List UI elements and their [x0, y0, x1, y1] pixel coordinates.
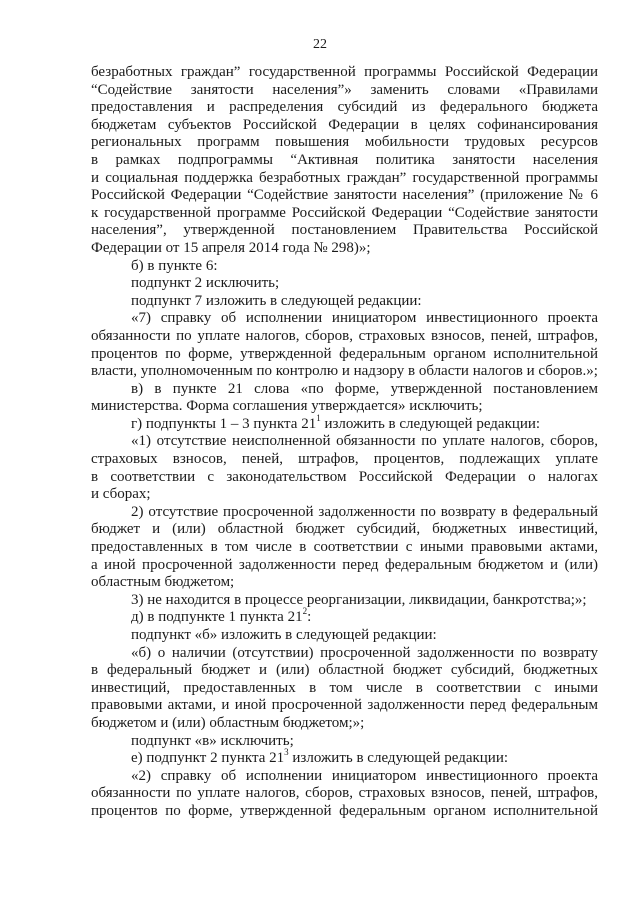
text-line: правовыми актами, и иной просроченной задолженности перед федеральным: [91, 697, 598, 714]
text-line: министерства. Форма соглашения утверждается» исключить;: [91, 398, 483, 415]
text-line: в соответствии с законодательством Российской Федерации о налогах: [91, 468, 598, 485]
text-run: е) подпункт 2 пункта 21: [131, 750, 285, 767]
paragraph-p8: [91, 433, 598, 503]
paragraph-p7: [91, 412, 598, 434]
text-line: и сборах;: [91, 486, 151, 503]
text-line: бюджетам субъектов Российской Федерации в целях софинансирования: [91, 116, 598, 133]
paragraph-p14: [91, 733, 598, 751]
superscript: 1: [316, 412, 321, 423]
text-line: «7) справку об исполнении инициатором инвестиционного проекта: [131, 310, 598, 327]
text-line: подпункт 2 исключить;: [131, 275, 280, 292]
text-line: региональных программ повышения мобильности трудовых ресурсов: [91, 134, 598, 151]
paragraph-p13: [91, 645, 598, 733]
text-line: “Содействие занятости населения”» заменить словами «Правилами: [91, 81, 598, 98]
text-line: обязанности по уплате налогов, сборов, страховых взносов, пеней, штрафов,: [91, 327, 598, 344]
text-line: в) в пункте 21 слова «по форме, утвержденной постановлением: [131, 380, 598, 397]
text-line: «2) справку об исполнении инициатором инвестиционного проекта: [131, 767, 598, 784]
text-line: инвестиций, предоставленных в том числе в соответствии с иными: [91, 679, 598, 696]
text-line: подпункт 7 изложить в следующей редакции:: [131, 292, 422, 309]
text-run: г) подпункты 1 – 3 пункта 21: [131, 415, 317, 432]
paragraph-p9: [91, 504, 598, 592]
superscript: 2: [302, 606, 308, 617]
text-line: «1) отсутствие неисполненной обязанности по уплате налогов, сборов,: [131, 433, 598, 450]
text-line: бюджетом и (или) областным бюджетом;»;: [91, 714, 365, 731]
text-run: изложить в следующей редакции:: [288, 750, 509, 767]
text-line: «б) о наличии (отсутствии) просроченной задолженности по возврату: [131, 644, 598, 661]
text-line: к государственной программе Российской Федерации “Содействие занятости: [91, 204, 598, 221]
text-line: обязанности по уплате налогов, сборов, страховых взносов, пеней, штрафов,: [91, 785, 598, 802]
text-line: безработных граждан” государственной программы Российской Федерации: [91, 64, 598, 80]
text-line: власти, уполномоченным по контролю и надзору в области налогов и сборов.»;: [91, 363, 598, 380]
text-line: подпункт «б» изложить в следующей редакции:: [131, 627, 437, 643]
text-line: [91, 606, 598, 627]
text-line: в рамках подпрограммы “Активная политика занятости населения: [91, 151, 598, 168]
text-run: изложить в следующей редакции:: [320, 415, 541, 432]
text-line: населения”, утвержденной постановлением Правительства Российской: [91, 222, 598, 239]
paragraph-p4: [91, 293, 598, 311]
text-line: процентов по форме, утвержденной федеральным органом исполнительной: [91, 345, 598, 362]
document-body: [91, 64, 598, 821]
text-line: подпункт «в» исключить;: [131, 732, 294, 749]
text-line: 3) не находится в процессе реорганизации, ликвидации, банкротства;»;: [131, 591, 587, 608]
text-run: д) в подпункте 1 пункта 21: [131, 609, 303, 626]
superscript: 3: [284, 747, 289, 758]
text-line: областным бюджетом;: [91, 574, 235, 591]
text-line: 2) отсутствие просроченной задолженности по возврату в федеральный: [131, 503, 598, 520]
text-line: Федерации от 15 апреля 2014 года № 298)»;: [91, 239, 371, 256]
paragraph-p10: [91, 592, 598, 610]
paragraph-p16: [91, 768, 598, 821]
text-line: и социальная поддержка безработных граждан” государственной программы: [91, 169, 598, 186]
paragraph-p1: [91, 64, 598, 258]
text-line: [91, 747, 598, 768]
text-line: в федеральный бюджет и (или) областной бюджет субсидий, бюджетных: [91, 662, 598, 679]
paragraph-p11: [91, 606, 598, 627]
text-line: предоставления и распределения субсидий из федерального бюджета: [91, 99, 598, 116]
text-line: а иной просроченной задолженности перед федеральным бюджетом и (или): [91, 556, 598, 573]
paragraph-p6: [91, 381, 598, 416]
text-line: бюджет и (или) областной бюджет субсидий, бюджетных инвестиций,: [91, 521, 598, 538]
paragraph-p5: [91, 310, 598, 380]
paragraph-p15: [91, 747, 598, 768]
page-number: 22: [313, 37, 327, 52]
text-run: :: [307, 609, 312, 626]
paragraph-p12: [91, 627, 598, 645]
text-line: Российской Федерации “Содействие занятости населения” (приложение № 6: [91, 187, 598, 204]
text-line: [91, 412, 598, 434]
paragraph-p2: [91, 258, 598, 276]
text-line: б) в пункте 6:: [131, 257, 218, 274]
text-line: предоставленных в том числе в соответствии с иными правовыми актами,: [91, 539, 598, 556]
text-line: страховых взносов, пеней, штрафов, процентов, подлежащих уплате: [91, 451, 598, 468]
paragraph-p3: [91, 275, 598, 293]
text-line: процентов по форме, утвержденной федеральным органом исполнительной: [91, 802, 598, 819]
